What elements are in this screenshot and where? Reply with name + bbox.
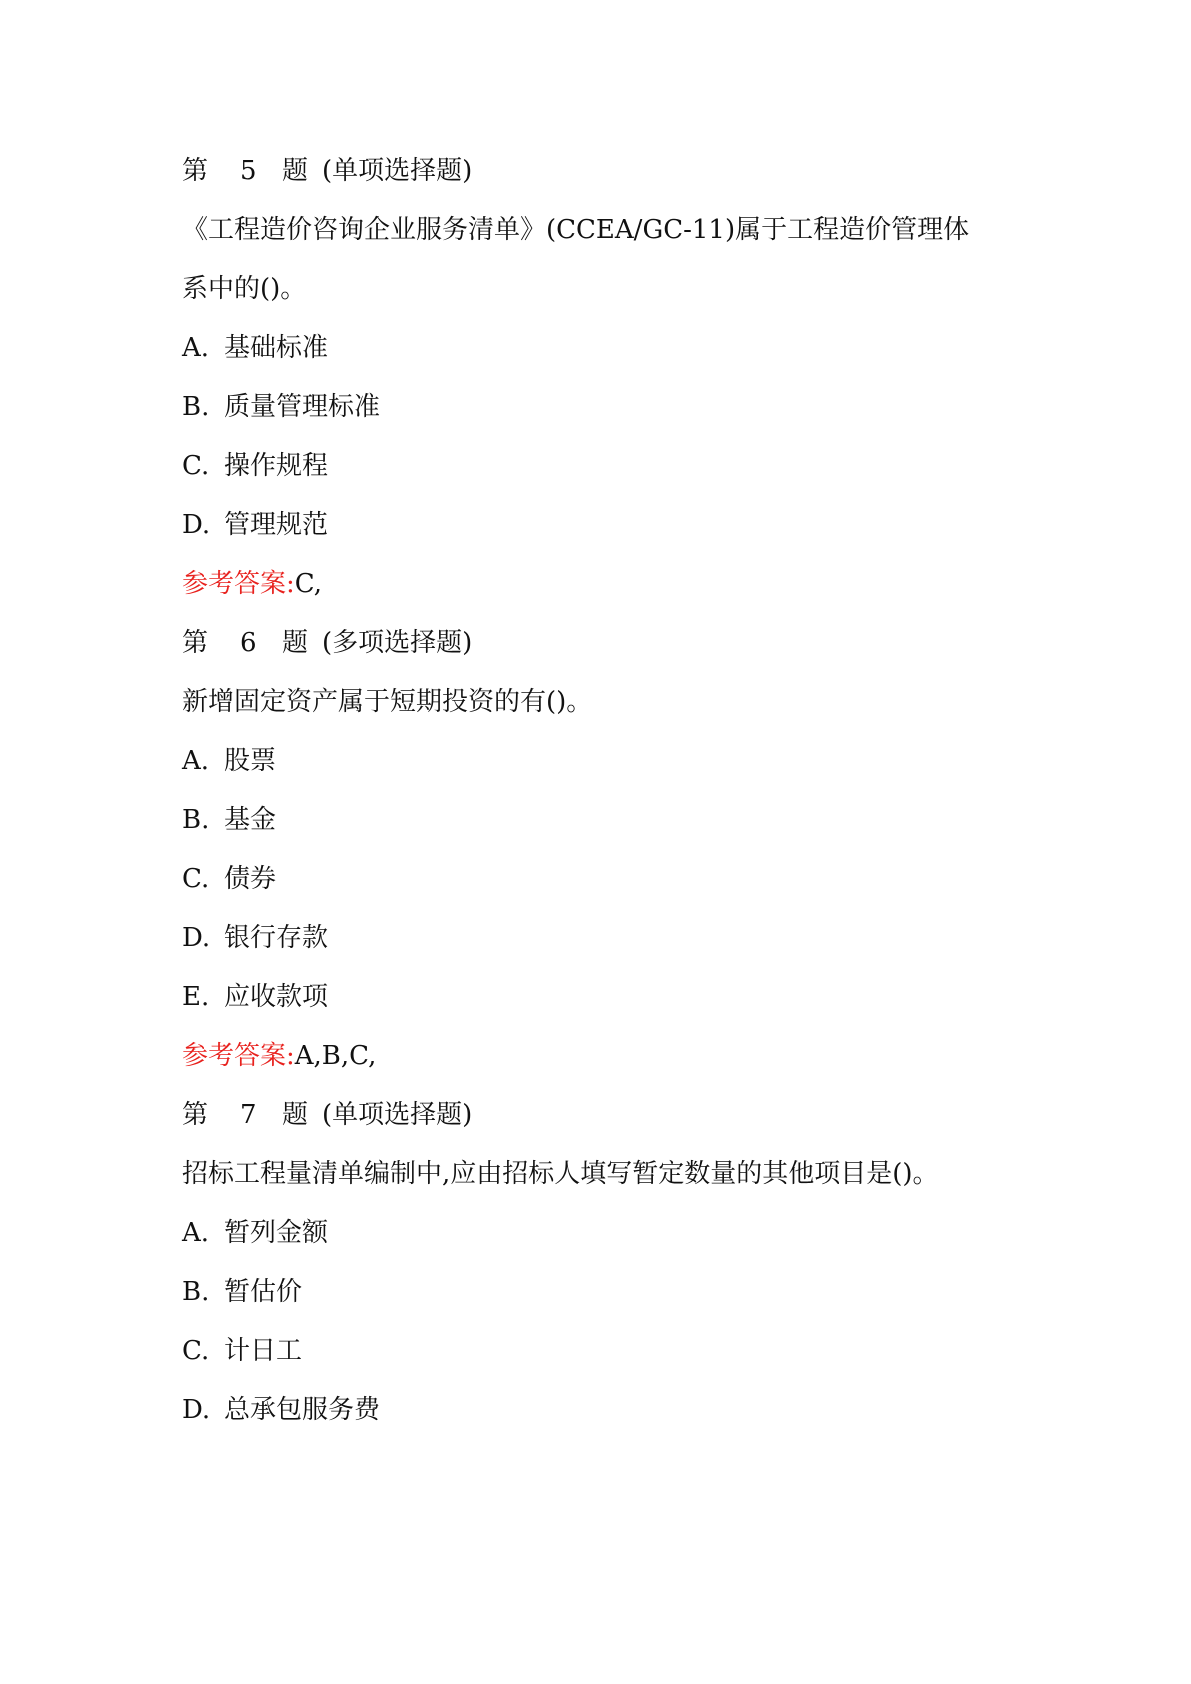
option-text: 操作规程 [224, 451, 329, 481]
question-5-stem-line-2: 系中的()。 [182, 274, 307, 304]
question-type: (单项选择题) [322, 1100, 473, 1130]
option-letter: E. [182, 982, 210, 1012]
option-text: 计日工 [224, 1336, 303, 1366]
option-letter: C. [182, 864, 210, 894]
option-text: 基础标准 [224, 333, 329, 363]
question-5-option-a [182, 331, 328, 365]
option-letter: C. [182, 451, 210, 481]
question-5-heading [182, 154, 472, 188]
answer-value: A,B,C, [294, 1041, 377, 1071]
option-text: 质量管理标准 [224, 392, 381, 422]
option-text: 股票 [224, 746, 277, 776]
question-type: (多项选择题) [322, 628, 473, 658]
option-letter: B. [182, 805, 210, 835]
option-text: 银行存款 [224, 923, 329, 953]
option-text: 暂估价 [224, 1277, 303, 1307]
question-5-answer [182, 567, 322, 601]
question-5-stem-line-1: 《工程造价咨询企业服务清单》(CCEA/GC-11)属于工程造价管理体 [182, 215, 970, 245]
question-7-option-d [182, 1393, 380, 1427]
option-text: 基金 [224, 805, 277, 835]
option-letter: A. [182, 1218, 210, 1248]
option-letter: B. [182, 1277, 210, 1307]
answer-label: 参考答案: [182, 569, 295, 599]
question-6-option-c [182, 862, 276, 896]
question-5-option-d [182, 508, 328, 542]
question-5-option-b [182, 390, 380, 424]
question-6-option-e [182, 980, 328, 1014]
option-text: 应收款项 [224, 982, 329, 1012]
option-letter: A. [182, 746, 210, 776]
question-prefix: 第 [182, 1100, 209, 1130]
question-type: (单项选择题) [322, 156, 473, 186]
question-7-option-b [182, 1275, 302, 1309]
option-text: 管理规范 [224, 510, 329, 540]
question-5-option-c [182, 449, 328, 483]
option-letter: A. [182, 333, 210, 363]
question-number: 7 [240, 1100, 257, 1130]
option-letter: D. [182, 1395, 211, 1425]
option-letter: D. [182, 510, 211, 540]
question-6-answer [182, 1039, 376, 1073]
option-text: 总承包服务费 [224, 1395, 381, 1425]
option-letter: D. [182, 923, 211, 953]
question-6-stem-line-1: 新增固定资产属于短期投资的有()。 [182, 687, 593, 717]
question-7-option-a [182, 1216, 328, 1250]
answer-value: C, [294, 569, 322, 599]
question-7-heading [182, 1098, 472, 1132]
option-letter: B. [182, 392, 210, 422]
question-6-option-a [182, 744, 276, 778]
question-7-option-c [182, 1334, 302, 1368]
question-prefix: 第 [182, 156, 209, 186]
question-7-stem-line-1: 招标工程量清单编制中,应由招标人填写暂定数量的其他项目是()。 [182, 1159, 939, 1189]
question-6-option-d [182, 921, 328, 955]
answer-label: 参考答案: [182, 1041, 295, 1071]
question-number: 5 [240, 156, 257, 186]
question-suffix: 题 [282, 156, 309, 186]
question-6-option-b [182, 803, 276, 837]
question-6-heading [182, 626, 472, 660]
question-number: 6 [240, 628, 257, 658]
option-text: 债券 [224, 864, 277, 894]
question-suffix: 题 [282, 628, 309, 658]
question-prefix: 第 [182, 628, 209, 658]
option-letter: C. [182, 1336, 210, 1366]
question-suffix: 题 [282, 1100, 309, 1130]
option-text: 暂列金额 [224, 1218, 329, 1248]
